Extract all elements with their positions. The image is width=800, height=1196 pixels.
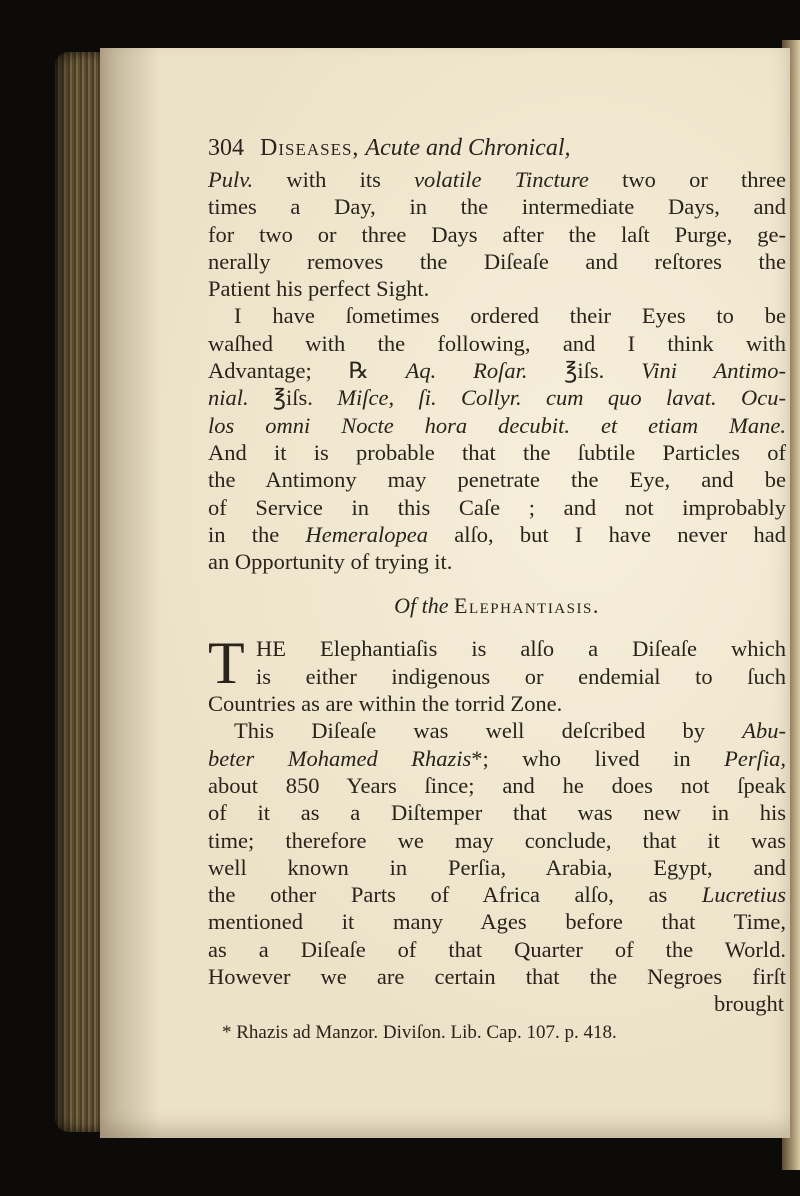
text-span: alſo, but I have never had (427, 521, 786, 547)
text-line: However we are certain that the Negroes firſt (208, 964, 786, 990)
text-line: nerally removes the Diſeaſe and reſtores the (208, 248, 786, 274)
text-line (208, 166, 786, 193)
running-head-italic: Acute and Chronical, (365, 135, 571, 161)
text-italic: Hemeralopea (305, 521, 428, 547)
page-number: 304 (208, 135, 244, 161)
running-head-caps: Diseases, (260, 135, 360, 161)
text-span: ℥iſs. (248, 385, 338, 411)
text-line (208, 412, 786, 439)
text-line: Patient his perfect Sight. (208, 276, 430, 302)
text-span: This Diſeaſe was well deſcribed by (234, 718, 743, 744)
text-italic: Miſce, ſi. Collyr. cum quo lavat. Ocu- (337, 385, 786, 411)
text-line (208, 745, 786, 772)
text-italic: Perſia, (724, 745, 787, 771)
text-italic: los omni Nocte hora decubit. et etiam Mane. (208, 412, 786, 438)
text-line (208, 521, 786, 548)
dropcap-paragraph (208, 630, 786, 717)
text-line: time; therefore we may conclude, that it was (208, 827, 786, 853)
drop-cap: T (208, 630, 245, 697)
text-italic: Pulv. (208, 167, 254, 192)
running-head (208, 130, 786, 166)
text-line: of it as a Diſtemper that was new in his (208, 800, 786, 826)
text-line: of Service in this Caſe ; and not improbably (208, 494, 786, 520)
section-title-caps: Elephantiasis. (454, 593, 600, 619)
text-line (208, 384, 786, 411)
catchword: brought (714, 991, 784, 1017)
text-line: waſhed with the following, and I think with (208, 330, 786, 356)
text-line (208, 717, 786, 744)
text-italic: volatile Tincture (414, 167, 589, 192)
text-line: HE Elephantiaſis is alſo a Diſeaſe which (256, 636, 786, 662)
text-line: as a Diſeaſe of that Quarter of the World. (208, 936, 786, 962)
text-line: well known in Perſia, Arabia, Egypt, and (208, 854, 786, 880)
text-italic: beter Mohamed Rhazis (208, 745, 472, 771)
text-span: two or three (588, 167, 786, 192)
text-italic: Aq. Roſar. (405, 358, 528, 384)
text-line (208, 357, 786, 384)
text-line: is either indigenous or endemial to ſuch (256, 663, 786, 689)
text-span: ℥iſs. (527, 358, 642, 384)
footnote: * Rhazis ad Manzor. Diviſon. Lib. Cap. 107. p. 418. (222, 1021, 617, 1043)
text-span: Advantage; ℞ (208, 358, 406, 384)
text-line: the Antimony may penetrate the Eye, and be (208, 467, 786, 493)
page-text (208, 130, 786, 1048)
text-line: I have ſometimes ordered their Eyes to be (234, 303, 786, 329)
text-italic: Vini Antimo- (641, 358, 786, 384)
text-line (208, 881, 786, 908)
text-span: with its (253, 167, 415, 192)
text-span: the other Parts of Africa alſo, as (208, 882, 702, 908)
text-line: times a Day, in the intermediate Days, and (208, 194, 786, 220)
text-line: And it is probable that the ſubtile Particles of (208, 439, 786, 465)
section-title (208, 575, 786, 635)
text-line: Countries as are within the torrid Zone. (208, 691, 563, 717)
text-italic: Lucretius (701, 882, 786, 908)
text-span: *; who lived in (471, 745, 725, 771)
text-span: in the (208, 521, 306, 547)
text-line: about 850 Years ſince; and he does not ſpeak (208, 772, 786, 798)
text-italic: Abu- (742, 718, 786, 744)
text-italic: nial. (208, 385, 249, 411)
text-line: an Opportunity of trying it. (208, 549, 453, 575)
section-title-italic: Of the (394, 593, 449, 619)
text-line: mentioned it many Ages before that Time, (208, 909, 786, 935)
text-line: for two or three Days after the laſt Purge, ge- (208, 221, 786, 247)
